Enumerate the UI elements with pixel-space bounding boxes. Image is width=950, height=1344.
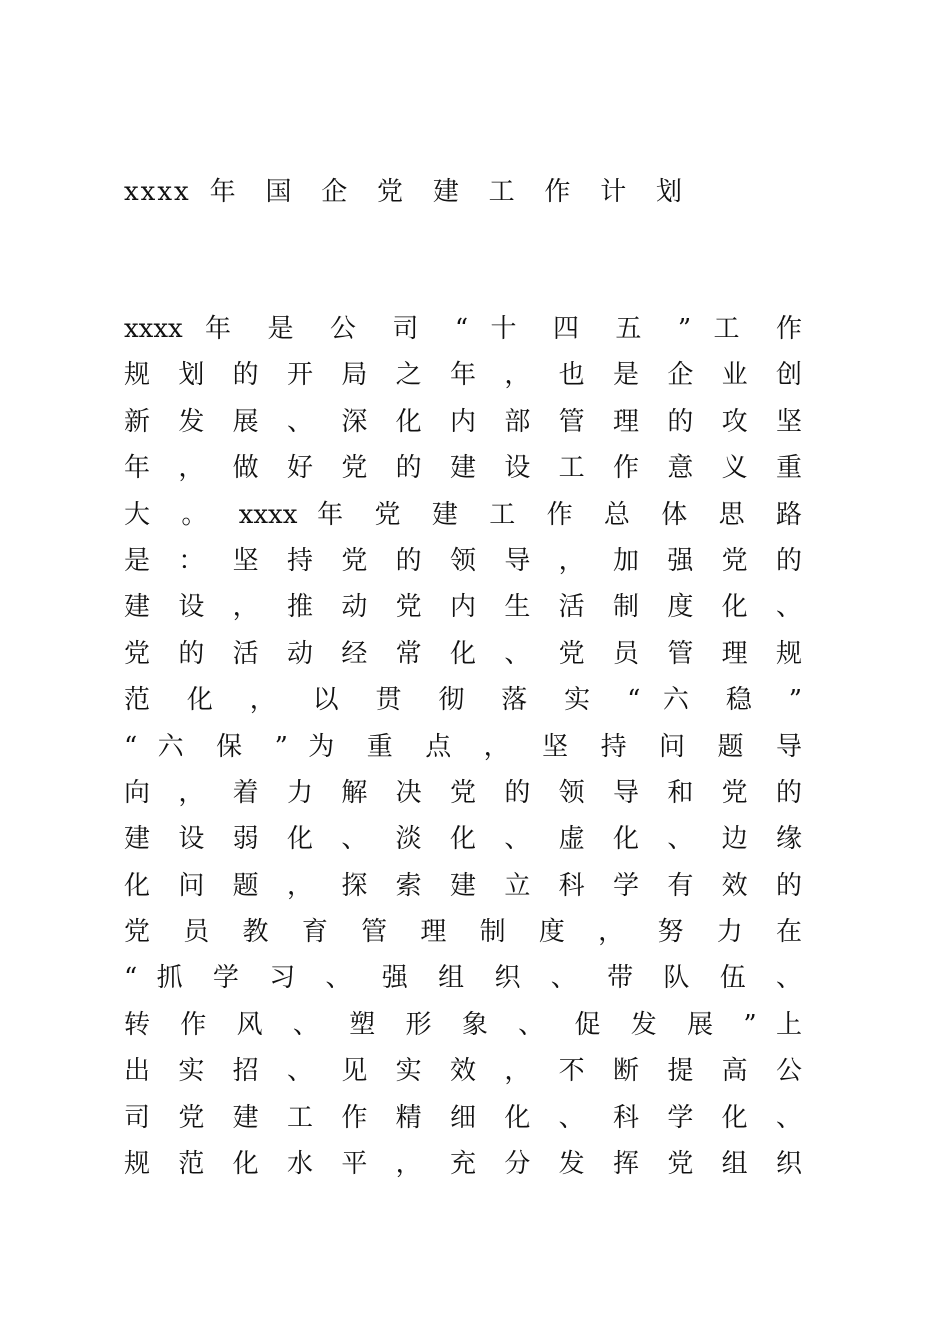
paragraph-line: 向 ， 着 力 解 决 党 的 领 导 和 党 的 xyxy=(124,777,802,808)
paragraph-line: 建 设 ， 推 动 党 内 生 活 制 度 化 、 xyxy=(124,592,802,623)
document-title: xxxx 年 国 企 党 建 工 作 计 划 xyxy=(124,177,684,207)
paragraph-line: 规 划 的 开 局 之 年 ， 也 是 企 业 创 xyxy=(124,360,802,391)
paragraph-line: 范 化 ， 以 贯 彻 落 实 “ 六 稳 ” xyxy=(124,685,802,716)
paragraph-line: 是 ： 坚 持 党 的 领 导 ， 加 强 党 的 xyxy=(124,545,802,576)
paragraph-line: 出 实 招 、 见 实 效 ， 不 断 提 高 公 xyxy=(124,1056,802,1087)
paragraph-line: 年 ， 做 好 党 的 建 设 工 作 意 义 重 xyxy=(124,453,802,484)
paragraph-line: “ 抓 学 习 、 强 组 织 、 带 队 伍 、 xyxy=(124,963,802,994)
paragraph-line: 建 设 弱 化 、 淡 化 、 虚 化 、 边 缘 xyxy=(124,824,802,855)
paragraph-line: “ 六 保 ” 为 重 点 ， 坚 持 问 题 导 xyxy=(124,731,802,762)
paragraph-line: 化 问 题 ， 探 索 建 立 科 学 有 效 的 xyxy=(124,870,802,901)
paragraph-line: 转 作 风 、 塑 形 象 、 促 发 展 ” 上 xyxy=(124,1009,802,1040)
paragraph-line: 党 的 活 动 经 常 化 、 党 员 管 理 规 xyxy=(124,638,802,669)
paragraph-line: 大 。 xxxx 年 党 建 工 作 总 体 思 路 xyxy=(124,499,802,530)
paragraph-line: 新 发 展 、 深 化 内 部 管 理 的 攻 坚 xyxy=(124,406,802,437)
paragraph-line: xxxx 年 是 公 司 “ 十 四 五 ” 工 作 xyxy=(124,314,802,344)
paragraph-line: 规 范 化 水 平 ， 充 分 发 挥 党 组 织 xyxy=(124,1149,802,1180)
paragraph-line: 司 党 建 工 作 精 细 化 、 科 学 化 、 xyxy=(124,1102,802,1133)
paragraph-line: 党 员 教 育 管 理 制 度 ， 努 力 在 xyxy=(124,917,802,948)
body-paragraph xyxy=(124,306,802,1187)
